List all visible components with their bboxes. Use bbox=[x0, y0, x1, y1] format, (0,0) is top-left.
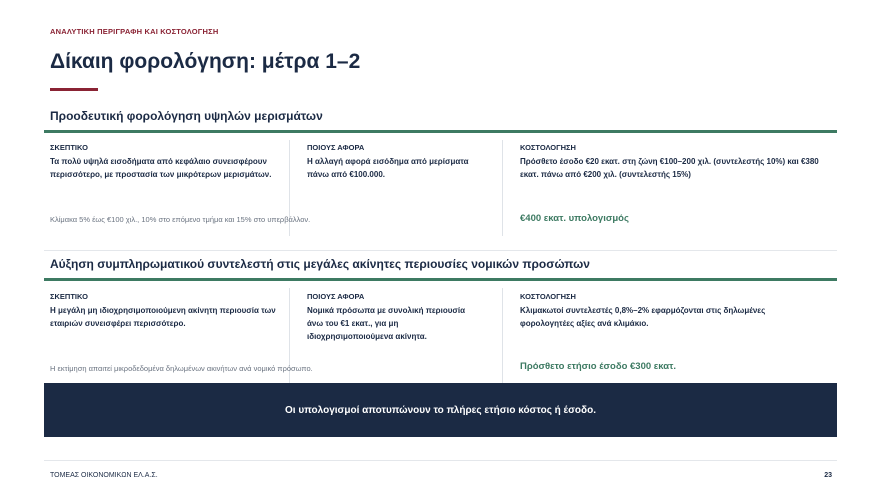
section-divider bbox=[44, 250, 837, 251]
rationale-text: Τα πολύ υψηλά εισοδήματα από κεφάλαιο συνεισφέρουν περισσότερο, με προστασία των μικρότερων μερισμάτων. bbox=[50, 157, 272, 179]
measure-2-rule bbox=[44, 278, 837, 281]
rationale-text: Η μεγάλη μη ιδιοχρησιμοποιούμενη ακίνητη περιουσία των εταιριών συνεισφέρει περισσότερο. bbox=[50, 306, 276, 328]
measure-1-scope bbox=[307, 143, 477, 181]
costing-label: ΚΟΣΤΟΛΟΓΗΣΗ bbox=[520, 292, 576, 301]
measure-1-cost: €400 εκατ. υπολογισμός bbox=[520, 213, 629, 224]
measure-2-rationale bbox=[50, 292, 280, 330]
measure-2-note: Η εκτίμηση απαιτεί μικροδεδομένα δηλωμένων ακινήτων ανά νομικό πρόσωπο. bbox=[50, 364, 313, 373]
column-divider bbox=[502, 140, 503, 236]
costing-label: ΚΟΣΤΟΛΟΓΗΣΗ bbox=[520, 143, 576, 152]
measure-2-title: Αύξηση συμπληρωματικού συντελεστή στις μεγάλες ακίνητες περιουσίες νομικών προσώπων bbox=[50, 257, 590, 271]
scope-text: Νομικά πρόσωπα με συνολική περιουσία άνω του €1 εκατ., για μη ιδιοχρησιμοποιούμενα ακίνητα. bbox=[307, 306, 465, 341]
title-accent-rule bbox=[50, 88, 98, 91]
scope-text: Η αλλαγή αφορά εισόδημα από μερίσματα πάνω από €100.000. bbox=[307, 157, 469, 179]
measure-1-note: Κλίμακα 5% έως €100 χιλ., 10% στο επόμενο τμήμα και 15% στο υπερβάλλον. bbox=[50, 215, 311, 224]
measure-2-costing bbox=[520, 292, 820, 330]
measure-1-costing bbox=[520, 143, 820, 181]
scope-label: ΠΟΙΟΥΣ ΑΦΟΡΑ bbox=[307, 292, 365, 301]
measure-1-title: Προοδευτική φορολόγηση υψηλών μερισμάτων bbox=[50, 109, 323, 123]
column-divider bbox=[502, 288, 503, 383]
measure-1-rule bbox=[44, 130, 837, 133]
rationale-label: ΣΚΕΠΤΙΚΟ bbox=[50, 143, 88, 152]
measure-1-rationale bbox=[50, 143, 280, 181]
measure-2-scope bbox=[307, 292, 477, 343]
footer-rule bbox=[44, 460, 837, 461]
costing-text: Πρόσθετο έσοδο €20 εκατ. στη ζώνη €100–200 χιλ. (συντελεστής 10%) και €380 εκατ. πάνω από €200 χιλ. (συντελεστής 15%) bbox=[520, 157, 819, 179]
page-number: 23 bbox=[824, 472, 832, 479]
scope-label: ΠΟΙΟΥΣ ΑΦΟΡΑ bbox=[307, 143, 365, 152]
rationale-label: ΣΚΕΠΤΙΚΟ bbox=[50, 292, 88, 301]
summary-banner bbox=[44, 383, 837, 437]
measure-2-cost: Πρόσθετο ετήσιο έσοδο €300 εκατ. bbox=[520, 361, 677, 372]
page-title: Δίκαιη φορολόγηση: μέτρα 1–2 bbox=[50, 50, 361, 73]
costing-text: Κλιμακωτοί συντελεστές 0,8%–2% εφαρμόζονται στις δηλωμένες φορολογητέες αξίες ανά κλιμάκιο. bbox=[520, 306, 766, 328]
section-kicker: ΑΝΑΛΥΤΙΚΗ ΠΕΡΙΓΡΑΦΗ ΚΑΙ ΚΟΣΤΟΛΟΓΗΣΗ bbox=[50, 27, 219, 36]
footer-organization: ΤΟΜΕΑΣ ΟΙΚΟΝΟΜΙΚΩΝ ΕΛ.Α.Σ. bbox=[50, 472, 158, 479]
banner-text: Οι υπολογισμοί αποτυπώνουν το πλήρες ετήσιο κόστος ή έσοδο. bbox=[285, 404, 596, 416]
